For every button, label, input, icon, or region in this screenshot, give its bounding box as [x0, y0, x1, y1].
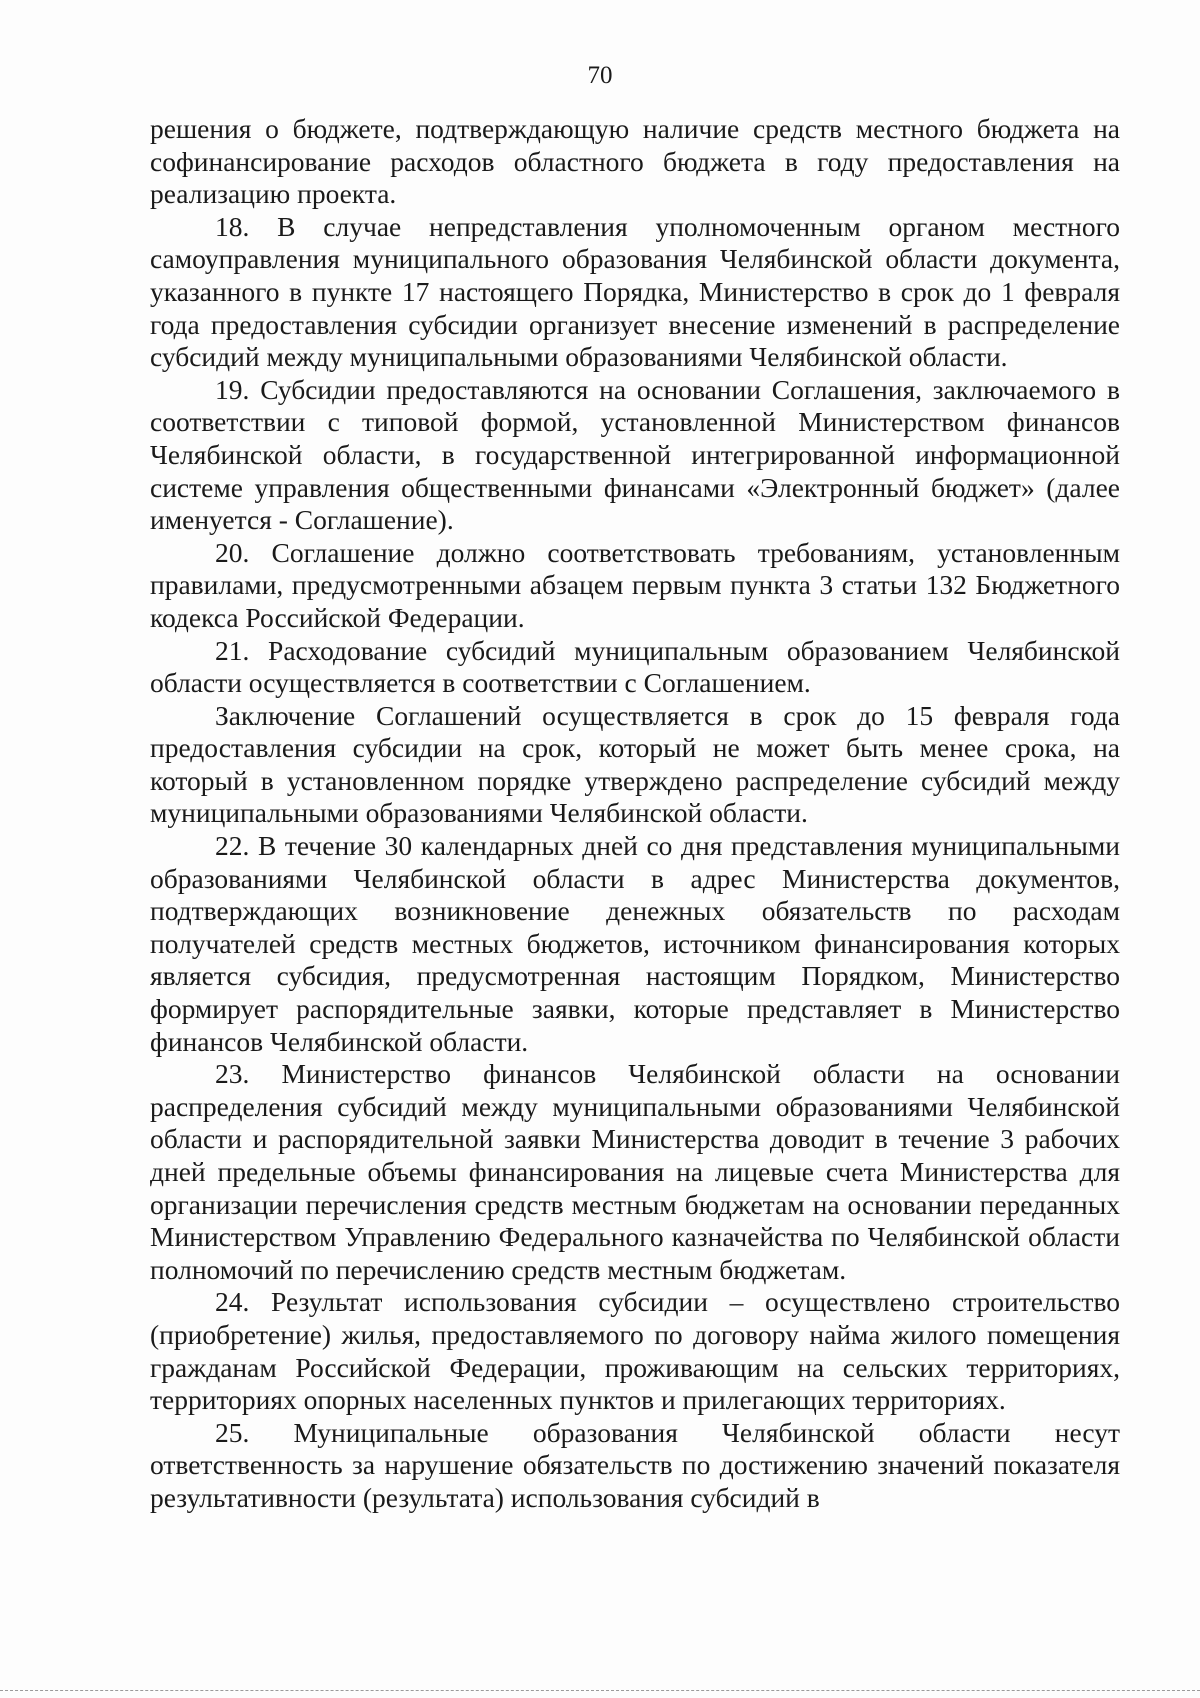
paragraph-item-18: 18. В случае непредставления уполномоченным органом местного самоуправления муниципального образования Челябинской области документа, указанного в пункте 17 настоящего Порядка, Министерство в срок до 1 февраля года предоставления субсидии организует внесение изменений в распределение субсидий между муниципальными образованиями Челябинской области. — [150, 210, 1120, 373]
paragraph-item-24: 24. Результат использования субсидии – осуществлено строительство (приобретение) жилья, предоставляемого по договору найма жилого помещения гражданам Российской Федерации, проживающим на сельских территориях, территориях опорных населенных пунктов и прилегающих территориях. — [150, 1286, 1120, 1416]
paragraph-item-21: 21. Расходование субсидий муниципальным образованием Челябинской области осуществляется в соответствии с Соглашением. — [150, 634, 1120, 699]
scan-edge-line — [0, 1690, 1200, 1691]
paragraph-item-20: 20. Соглашение должно соответствовать требованиям, установленным правилами, предусмотренными абзацем первым пункта 3 статьи 132 Бюджетного кодекса Российской Федерации. — [150, 536, 1120, 633]
paragraph-item-23: 23. Министерство финансов Челябинской области на основании распределения субсидий между муниципальными образованиями Челябинской области и распорядительной заявки Министерства доводит в течение 3 рабочих дней предельные объемы финансирования на лицевые счета Министерства для организации перечисления средств местным бюджетам на основании переданных Министерством Управлению Федерального казначейства по Челябинской области полномочий по перечислению средств местным бюджетам. — [150, 1058, 1120, 1285]
page-number: 70 — [587, 62, 613, 89]
paragraph-continuation: решения о бюджете, подтверждающую наличие средств местного бюджета на софинансирование расходов областного бюджета в году предоставления на реализацию проекта. — [150, 113, 1120, 210]
paragraph-item-25: 25. Муниципальные образования Челябинской области несут ответственность за нарушение обязательств по достижению значений показателя результативности (результата) использования субсидий в — [150, 1416, 1120, 1513]
paragraph-agreement-conclusion: Заключение Соглашений осуществляется в срок до 15 февраля года предоставления субсидии на срок, который не может быть менее срока, на который в установленном порядке утверждено распределение субсидий между муниципальными образованиями Челябинской области. — [150, 699, 1120, 829]
paragraph-item-19: 19. Субсидии предоставляются на основании Соглашения, заключаемого в соответствии с типовой формой, установленной Министерством финансов Челябинской области, в государственной интегрированной информационной системе управления общественными финансами «Электронный бюджет» (далее именуется - Соглашение). — [150, 373, 1120, 536]
paragraph-item-22: 22. В течение 30 календарных дней со дня представления муниципальными образованиями Челябинской области в адрес Министерства документов, подтверждающих возникновение денежных обязательств по расходам получателей средств местных бюджетов, источником финансирования которых является субсидия, предусмотренная настоящим Порядком, Министерство формирует распорядительные заявки, которые представляет в Министерство финансов Челябинской области. — [150, 830, 1120, 1057]
document-body — [150, 113, 1120, 1515]
